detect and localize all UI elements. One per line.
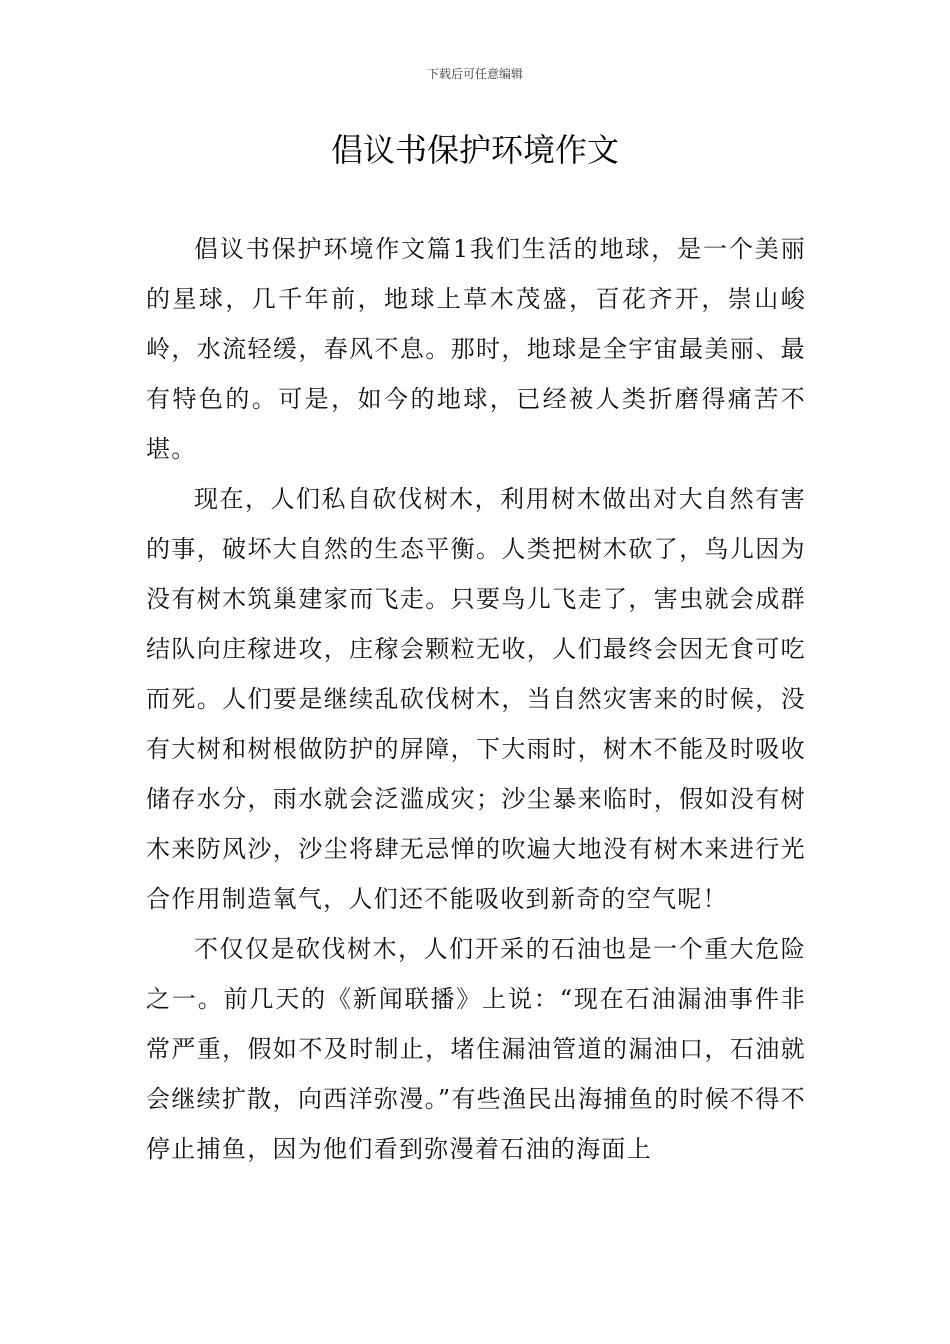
document-body xyxy=(146,224,806,1174)
paragraph-2: 现在，人们私自砍伐树木，利用树木做出对大自然有害的事，破坏大自然的生态平衡。人类把树木砍了，鸟儿因为没有树木筑巢建家而飞走。只要鸟儿飞走了，害虫就会成群结队向庄稼进攻，庄稼会颗粒无收，人们最终会因无食可吃而死。人们要是继续乱砍伐树木，当自然灾害来的时候，没有大树和树根做防护的屏障，下大雨时，树木不能及时吸收储存水分，雨水就会泛滥成灾；沙尘暴来临时，假如没有树木来防风沙，沙尘将肆无忌惮的吹遍大地没有树木来进行光合作用制造氧气，人们还不能吸收到新奇的空气呢！ xyxy=(146,485,806,913)
paragraph-3: 不仅仅是砍伐树木，人们开采的石油也是一个重大危险之一。前几天的《新闻联播》上说：“现在石油漏油事件非常严重，假如不及时制止，堵住漏油管道的漏油口，石油就会继续扩散，向西洋弥漫。”有些渔民出海捕鱼的时候不得不停止捕鱼，因为他们看到弥漫着石油的海面上 xyxy=(146,935,806,1163)
header-note: 下载后可任意编辑 xyxy=(426,67,523,81)
paragraph-1: 倡议书保护环境作文篇1我们生活的地球，是一个美丽的星球，几千年前，地球上草木茂盛，百花齐开，崇山峻岭，水流轻缓，春风不息。那时，地球是全宇宙最美丽、最有特色的。可是，如今的地球，已经被人类折磨得痛苦不堪。 xyxy=(146,235,806,463)
document-title: 倡议书保护环境作文 xyxy=(330,131,619,169)
